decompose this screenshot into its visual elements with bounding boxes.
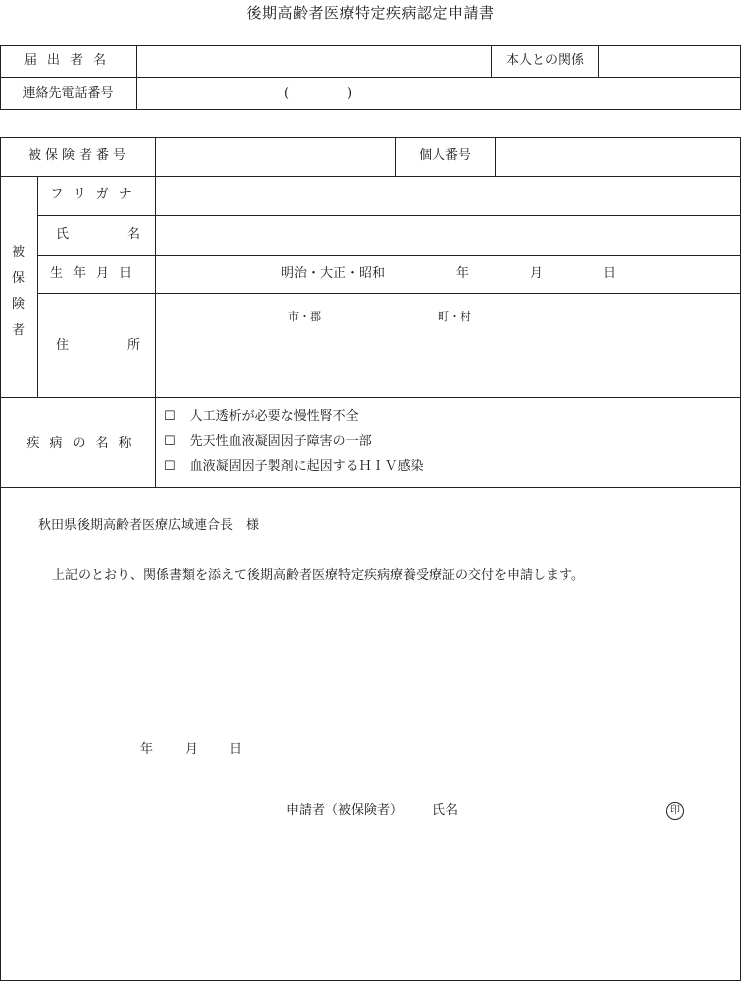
disease-label: 疾病の名称 [26, 436, 142, 451]
application-date-month: 月 [185, 742, 199, 757]
relation-field[interactable] [599, 46, 740, 77]
applicant-name-label: 氏名 [432, 803, 459, 818]
applicant-name-field[interactable] [470, 798, 660, 822]
personal-number-divider-left [395, 137, 396, 177]
birthdate-label: 生年月日 [49, 266, 143, 281]
seal-mark: 印 [666, 802, 684, 820]
era-text: 明治・大正・昭和 [281, 266, 386, 281]
disease-option-3[interactable] [164, 459, 424, 475]
insured-number-label: 被保険者番号 [27, 148, 131, 163]
notifier-name-field[interactable] [137, 46, 491, 77]
disease-option-label: 人工透析が必要な慢性腎不全 [189, 409, 359, 424]
statement-text: 上記のとおり、関係書類を添えて後期高齢者医療特定疾病療養受療証の交付を申請します。 [52, 568, 584, 583]
phone-paren-open: ( [284, 86, 290, 101]
birth-day-unit: 日 [603, 266, 617, 281]
address-field[interactable] [156, 294, 740, 397]
checkbox-icon[interactable]: ☐ [164, 434, 176, 449]
address-label-wrap [56, 338, 140, 354]
form-title: 後期高齢者医療特定疾病認定申請書 [246, 4, 495, 22]
town-text: 町・村 [438, 310, 471, 323]
table1-relation-divider-left [491, 45, 492, 78]
furigana-field[interactable] [156, 177, 740, 215]
insured-group-label: 被保険者 [12, 245, 26, 338]
disease-option-1[interactable] [164, 409, 359, 425]
row-divider-address [0, 397, 741, 398]
name-label-part: 氏 [56, 227, 70, 242]
notifier-name-label: 届出者名 [23, 53, 117, 68]
name-label-part: 名 [126, 227, 140, 242]
birth-month-unit: 月 [530, 266, 544, 281]
disease-option-label: 先天性血液凝固因子障害の一部 [189, 434, 372, 449]
address-label-part: 所 [126, 338, 140, 353]
birth-year-unit: 年 [456, 266, 470, 281]
insured-number-field[interactable] [156, 138, 395, 176]
application-date-day: 日 [229, 742, 243, 757]
city-text: 市・郡 [288, 310, 321, 323]
phone-label: 連絡先電話番号 [22, 86, 114, 101]
addressee-text: 秋田県後期高齢者医療広域連合長 様 [38, 518, 260, 533]
table1-border-left [0, 45, 1, 110]
table1-border-bottom [0, 109, 741, 110]
furigana-label: フリガナ [50, 187, 142, 202]
row-divider-disease [0, 487, 741, 488]
name-label-wrap [56, 227, 140, 243]
table2-border-left [0, 137, 1, 981]
relation-label: 本人との関係 [505, 53, 585, 68]
insured-group-divider [37, 176, 38, 398]
disease-option-label: 血液凝固因子製剤に起因するＨＩＶ感染 [189, 459, 424, 474]
disease-option-2[interactable] [164, 434, 372, 450]
address-label-part: 住 [56, 338, 70, 353]
phone-paren-close: ) [347, 86, 353, 101]
insured-name-field[interactable] [156, 216, 740, 255]
application-date-year: 年 [140, 742, 154, 757]
checkbox-icon[interactable]: ☐ [164, 459, 176, 474]
personal-number-field[interactable] [496, 138, 740, 176]
personal-number-label: 個人番号 [418, 148, 472, 163]
applicant-label: 申請者（被保険者） [286, 803, 404, 818]
birthdate-field[interactable] [156, 256, 740, 293]
phone-field[interactable] [137, 78, 740, 109]
checkbox-icon[interactable]: ☐ [164, 409, 176, 424]
